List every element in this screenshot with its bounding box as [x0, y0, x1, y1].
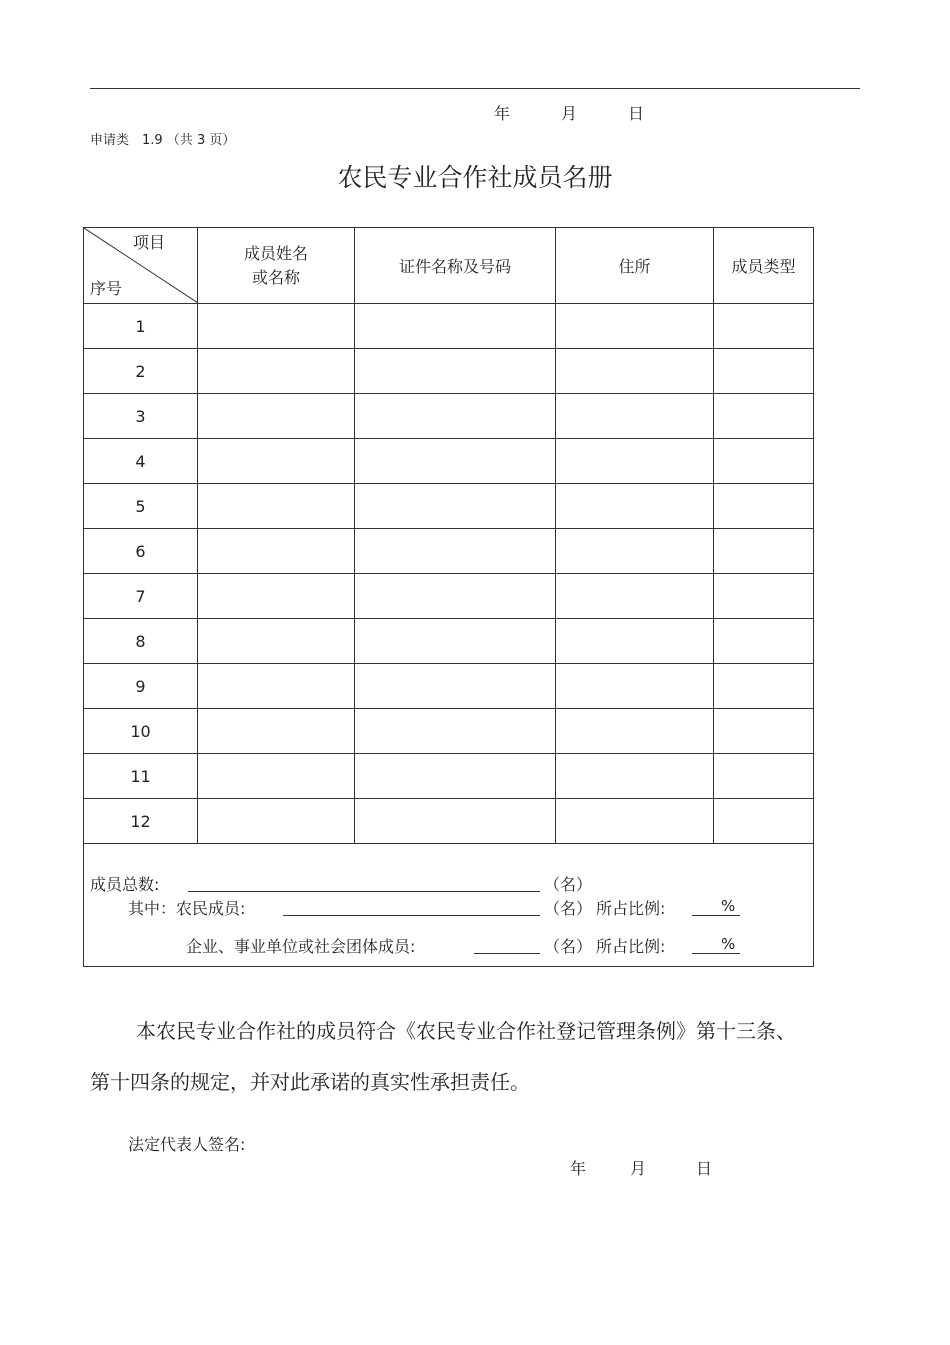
- corner-label-seq: 序号: [90, 279, 123, 298]
- date-day-label: 日: [628, 104, 645, 123]
- row-number: 8: [84, 619, 198, 664]
- farmer-count-unit: （名）: [544, 899, 593, 918]
- row-number: 11: [84, 754, 198, 799]
- member-type-cell[interactable]: [714, 754, 814, 799]
- row-number: 12: [84, 799, 198, 844]
- id-document-cell[interactable]: [355, 394, 556, 439]
- summary-cell: [84, 844, 814, 967]
- member-type-cell[interactable]: [714, 394, 814, 439]
- farmer-percent-sign: %: [721, 897, 736, 915]
- farmer-members-label: 其中：农民成员:: [128, 899, 246, 918]
- total-count-unit: （名）: [544, 875, 593, 894]
- org-ratio-label: 所占比例:: [596, 937, 666, 956]
- address-cell[interactable]: [556, 439, 714, 484]
- table-row: [84, 664, 814, 709]
- table-header-row: [84, 228, 814, 304]
- summary-row: [84, 844, 814, 967]
- table-row: [84, 799, 814, 844]
- address-cell[interactable]: [556, 484, 714, 529]
- signature-label: 法定代表人签名:: [128, 1135, 246, 1154]
- member-type-cell[interactable]: [714, 349, 814, 394]
- row-number: 6: [84, 529, 198, 574]
- farmer-ratio-label: 所占比例:: [596, 899, 666, 918]
- member-name-cell[interactable]: [198, 304, 355, 349]
- row-number: 2: [84, 349, 198, 394]
- member-type-cell[interactable]: [714, 439, 814, 484]
- col-header-type: 成员类型: [714, 228, 814, 304]
- row-number: 9: [84, 664, 198, 709]
- table-row: [84, 394, 814, 439]
- table-row: [84, 754, 814, 799]
- signature-date-year: 年: [570, 1159, 587, 1178]
- member-name-cell[interactable]: [198, 529, 355, 574]
- date-month-label: 月: [561, 104, 578, 123]
- org-ratio-blank[interactable]: [692, 953, 740, 954]
- org-members-blank[interactable]: [474, 953, 540, 954]
- id-document-cell[interactable]: [355, 664, 556, 709]
- top-rule: [90, 88, 860, 89]
- col-header-name-line2: 或名称: [251, 267, 300, 287]
- org-count-unit: （名）: [544, 937, 593, 956]
- total-members-blank[interactable]: [188, 891, 540, 892]
- member-name-cell[interactable]: [198, 664, 355, 709]
- col-header-name: [198, 228, 355, 304]
- table-row: [84, 574, 814, 619]
- address-cell[interactable]: [556, 349, 714, 394]
- member-name-cell[interactable]: [198, 619, 355, 664]
- id-document-cell[interactable]: [355, 619, 556, 664]
- member-type-cell[interactable]: [714, 529, 814, 574]
- address-cell[interactable]: [556, 664, 714, 709]
- member-type-cell[interactable]: [714, 619, 814, 664]
- statement-line-1: 本农民专业合作社的成员符合《农民专业合作社登记管理条例》第十三条、: [136, 1019, 796, 1043]
- id-document-cell[interactable]: [355, 529, 556, 574]
- corner-header-cell: [84, 228, 198, 304]
- form-code: 申请类 1.9 （共 3 页）: [90, 133, 236, 148]
- address-cell[interactable]: [556, 619, 714, 664]
- address-cell[interactable]: [556, 799, 714, 844]
- row-number: 1: [84, 304, 198, 349]
- member-type-cell[interactable]: [714, 664, 814, 709]
- member-name-cell[interactable]: [198, 799, 355, 844]
- row-number: 7: [84, 574, 198, 619]
- member-type-cell[interactable]: [714, 574, 814, 619]
- address-cell[interactable]: [556, 709, 714, 754]
- corner-label-item: 项目: [132, 233, 165, 252]
- id-document-cell[interactable]: [355, 754, 556, 799]
- row-number: 4: [84, 439, 198, 484]
- date-year-label: 年: [494, 104, 511, 123]
- row-number: 3: [84, 394, 198, 439]
- row-number: 10: [84, 709, 198, 754]
- address-cell[interactable]: [556, 394, 714, 439]
- farmer-ratio-blank[interactable]: [692, 915, 740, 916]
- member-roster-table: [83, 227, 814, 967]
- member-type-cell[interactable]: [714, 709, 814, 754]
- id-document-cell[interactable]: [355, 439, 556, 484]
- id-document-cell[interactable]: [355, 574, 556, 619]
- signature-date-month: 月: [630, 1159, 647, 1178]
- member-type-cell[interactable]: [714, 304, 814, 349]
- org-percent-sign: %: [721, 935, 736, 953]
- org-members-label: 企业、事业单位或社会团体成员:: [186, 937, 416, 956]
- col-header-address: 住所: [556, 228, 714, 304]
- id-document-cell[interactable]: [355, 349, 556, 394]
- member-name-cell[interactable]: [198, 574, 355, 619]
- table-row: [84, 439, 814, 484]
- table-row: [84, 619, 814, 664]
- address-cell[interactable]: [556, 304, 714, 349]
- table-row: [84, 709, 814, 754]
- row-number: 5: [84, 484, 198, 529]
- page-title: 农民专业合作社成员名册: [337, 163, 613, 192]
- col-header-name-line1: 成员姓名: [243, 243, 308, 263]
- member-type-cell[interactable]: [714, 484, 814, 529]
- address-cell[interactable]: [556, 574, 714, 619]
- table-row: [84, 304, 814, 349]
- id-document-cell[interactable]: [355, 799, 556, 844]
- signature-date-day: 日: [696, 1159, 713, 1178]
- id-document-cell[interactable]: [355, 709, 556, 754]
- id-document-cell[interactable]: [355, 484, 556, 529]
- member-name-cell[interactable]: [198, 349, 355, 394]
- member-name-cell[interactable]: [198, 709, 355, 754]
- id-document-cell[interactable]: [355, 304, 556, 349]
- member-name-cell[interactable]: [198, 394, 355, 439]
- statement-line-2: 第十四条的规定，并对此承诺的真实性承担责任。: [90, 1070, 530, 1094]
- member-name-cell[interactable]: [198, 439, 355, 484]
- table-row: [84, 484, 814, 529]
- table-row: [84, 529, 814, 574]
- col-header-id: 证件名称及号码: [355, 228, 556, 304]
- member-name-cell[interactable]: [198, 754, 355, 799]
- table-row: [84, 349, 814, 394]
- address-cell[interactable]: [556, 529, 714, 574]
- farmer-members-blank[interactable]: [283, 915, 540, 916]
- total-members-label: 成员总数:: [90, 875, 160, 894]
- member-name-cell[interactable]: [198, 484, 355, 529]
- address-cell[interactable]: [556, 754, 714, 799]
- member-type-cell[interactable]: [714, 799, 814, 844]
